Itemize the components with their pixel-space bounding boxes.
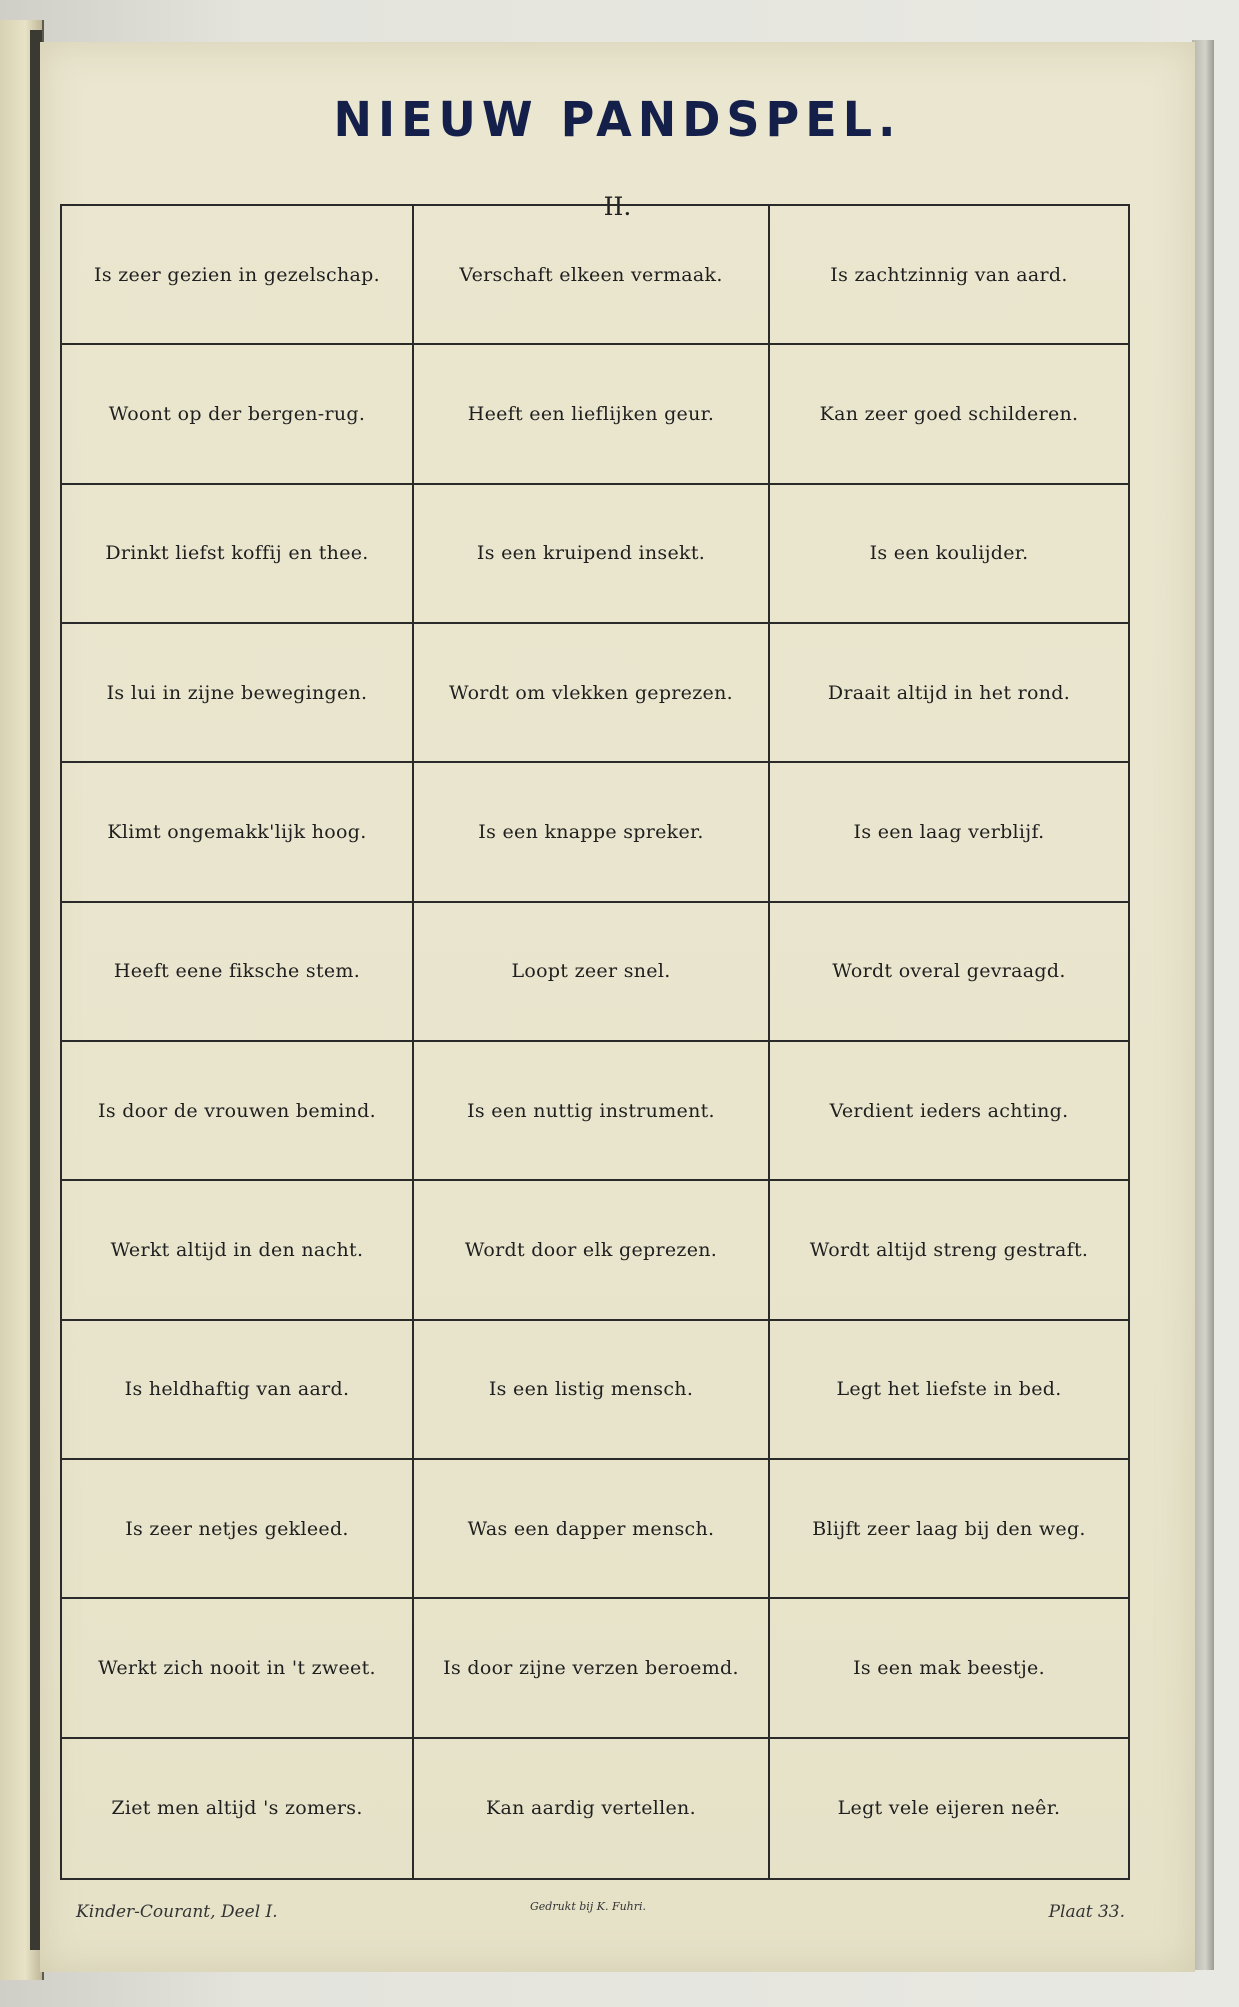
table-cell: Kan zeer goed schilderen. xyxy=(770,345,1128,484)
table-cell: Is een knappe spreker. xyxy=(414,763,770,902)
table-cell: Is door de vrouwen bemind. xyxy=(62,1042,414,1181)
table-cell: Is zeer gezien in gezelschap. xyxy=(62,206,414,345)
table-cell: Verdient ieders achting. xyxy=(770,1042,1128,1181)
table-cell: Wordt overal gevraagd. xyxy=(770,903,1128,1042)
table-cell: Legt vele eijeren neêr. xyxy=(837,1797,1061,1820)
table-cell: Blijft zeer laag bij den weg. xyxy=(770,1460,1128,1599)
footer-publication: Kinder-Courant, Deel I. xyxy=(76,1902,278,1922)
table-cell: Is een nuttig instrument. xyxy=(414,1042,770,1181)
book-cover-edge xyxy=(1192,40,1214,1970)
riddle-table xyxy=(60,204,1130,1880)
table-cell: Wordt om vlekken geprezen. xyxy=(414,624,770,763)
footer-printer: Gedrukt bij K. Fuhri. xyxy=(530,1900,647,1913)
footer-plate-number: Plaat 33. xyxy=(1048,1902,1125,1922)
table-cell: Verschaft elkeen vermaak. xyxy=(414,206,770,345)
table-cell: Draait altijd in het rond. xyxy=(770,624,1128,763)
table-cell: Woont op der bergen-rug. xyxy=(62,345,414,484)
page-title: NIEUW PANDSPEL. xyxy=(333,90,902,148)
table-cell: Is lui in zijne bewegingen. xyxy=(62,624,414,763)
table-cell: Is door zijne verzen beroemd. xyxy=(414,1599,770,1738)
table-cell: Wordt door elk geprezen. xyxy=(414,1181,770,1320)
table-cell: Drinkt liefst koffij en thee. xyxy=(62,485,414,624)
table-cell: Werkt zich nooit in 't zweet. xyxy=(62,1599,414,1738)
table-cell: Is een listig mensch. xyxy=(414,1321,770,1460)
table-cell: Is een mak beestje. xyxy=(770,1599,1128,1738)
table-cell: Is zeer netjes gekleed. xyxy=(62,1460,414,1599)
table-cell: Wordt altijd streng gestraft. xyxy=(770,1181,1128,1320)
page xyxy=(40,42,1195,1972)
page-subtitle: II. xyxy=(603,192,632,221)
table-cell: Kan aardig vertellen. xyxy=(414,1739,770,1878)
table-cell: Is een koulijder. xyxy=(770,485,1128,624)
table-cell: Klimt ongemakk'lijk hoog. xyxy=(62,763,414,902)
table-cell: Heeft eene fiksche stem. xyxy=(62,903,414,1042)
table-cell: Loopt zeer snel. xyxy=(414,903,770,1042)
table-cell: Is heldhaftig van aard. xyxy=(62,1321,414,1460)
table-cell: Ziet men altijd 's zomers. xyxy=(62,1739,414,1878)
table-cell: Is een laag verblijf. xyxy=(770,763,1128,902)
table-cell: Was een dapper mensch. xyxy=(414,1460,770,1599)
table-cell: Is zachtzinnig van aard. xyxy=(770,206,1128,345)
table-cell: Heeft een lieflijken geur. xyxy=(414,345,770,484)
table-cell: Legt het liefste in bed. xyxy=(770,1321,1128,1460)
table-cell: Is een kruipend insekt. xyxy=(414,485,770,624)
table-cell: Werkt altijd in den nacht. xyxy=(62,1181,414,1320)
